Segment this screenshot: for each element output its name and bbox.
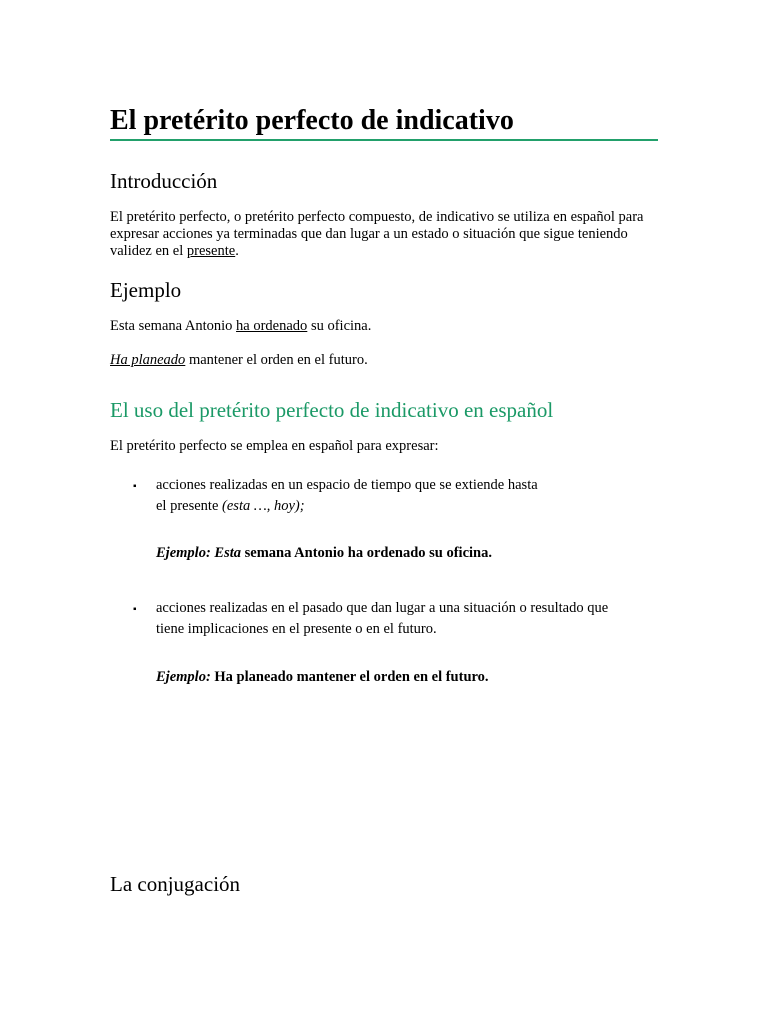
bullet-2-line-1: acciones realizadas en el pasado que dan lugar a una situación o resultado que <box>156 600 609 616</box>
bullet-1-example <box>156 545 656 562</box>
ha-planeado-link[interactable]: Ha planeado <box>110 352 186 368</box>
intro-heading: Introducción <box>110 169 218 193</box>
example-label: Ejemplo: <box>156 669 211 685</box>
intro-text: El pretérito perfecto, o pretérito perfecto compuesto, de indicativo se utiliza en español para expresar acciones ya terminadas que dan lugar a un estado o situación que sigue teniendo validez en el <box>110 209 644 259</box>
bullet-2-example <box>156 669 656 686</box>
example-line-2 <box>110 352 658 369</box>
bullet-item-1 <box>156 475 656 517</box>
bullet-marker: ▪ <box>133 604 137 615</box>
ha-ordenado-link[interactable]: ha ordenado <box>236 318 308 334</box>
bullet-item-2 <box>156 598 656 640</box>
bullet-1-line-2-italic: (esta …, hoy); <box>222 498 305 514</box>
usage-heading: El uso del pretérito perfecto de indicativo en español <box>110 398 554 422</box>
conjugation-heading: La conjugación <box>110 872 241 896</box>
intro-text-end: . <box>235 243 239 259</box>
example-heading: Ejemplo <box>110 278 182 302</box>
example-label: Ejemplo: Esta <box>156 545 241 561</box>
usage-intro: El pretérito perfecto se emplea en español para expresar: <box>110 438 439 454</box>
intro-paragraph <box>110 209 658 260</box>
presente-link[interactable]: presente <box>186 243 236 259</box>
example-text: Ha planeado mantener el orden en el futuro. <box>210 669 489 685</box>
bullet-1-line-1: acciones realizadas en un espacio de tiempo que se extiende hasta <box>156 477 538 493</box>
page-title: El pretérito perfecto de indicativo <box>110 104 658 141</box>
example-line-1-end: su oficina. <box>307 318 372 334</box>
example-text: semana Antonio ha ordenado su oficina. <box>241 545 492 561</box>
example-line-1-start: Esta semana Antonio <box>110 318 237 334</box>
example-line-1 <box>110 318 658 335</box>
bullet-1-line-2: el presente <box>156 498 223 514</box>
bullet-2-line-2: tiene implicaciones en el presente o en el futuro. <box>156 621 437 637</box>
example-line-2-end: mantener el orden en el futuro. <box>185 352 368 368</box>
bullet-marker: ▪ <box>133 481 137 492</box>
